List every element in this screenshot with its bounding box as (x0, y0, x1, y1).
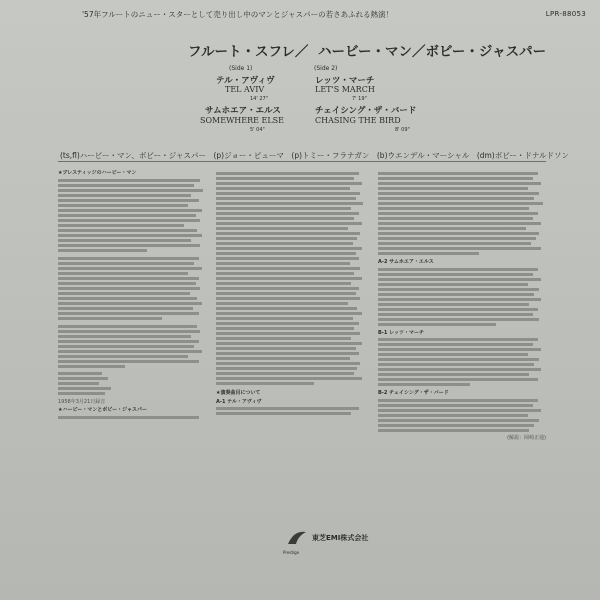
track-time: 7' 19" (352, 96, 367, 102)
track-en: CHASING THE BIRD (315, 116, 401, 125)
track-time: 5' 04" (250, 127, 265, 133)
track-heading: A-2 サムホエア・エルス (378, 259, 434, 265)
album-artists: ハービー・マン／ボビー・ジャスパー (318, 44, 547, 60)
tagline: '57年フルートのニュー・スターとして売り出し中のマンとジャスパーの若さあふれる熱演！ (82, 10, 394, 19)
author-signature: (解説：岡崎正通) (507, 434, 546, 441)
body-text-block (216, 172, 366, 385)
track-jp: テル・アヴィヴ (216, 76, 275, 86)
body-text-block (58, 179, 206, 395)
section-heading: ★プレスティッジのハービー・マン (58, 170, 137, 176)
track-heading: B-2 チェイシング・ザ・バード (378, 390, 449, 396)
side-2-label: (Side 2) (314, 65, 338, 72)
track-en: TEL AVIV (225, 85, 265, 94)
section-heading: ★演奏曲目について (216, 390, 261, 396)
body-text-block (378, 268, 546, 326)
recording-date: 1958年3月21日録音 (58, 398, 106, 405)
notes-column-2 (216, 170, 366, 510)
album-title: フルート・スフレ／ (188, 44, 309, 60)
track-time: 8' 09" (395, 127, 410, 133)
body-text-block (378, 338, 546, 386)
catalog-number: LPR-88053 (545, 10, 586, 18)
notes-column-1 (58, 170, 206, 510)
personnel-credits: (ts,fl)ハービー・マン、ボビー・ジャスパー (p)ジョー・ピューマ (p)トミー・フラナガン (b)ウエンデル・マーシャル (dm)ボビー・ドナルドソン (60, 151, 570, 160)
side-1-label: (Side 1) (229, 65, 253, 72)
label-name: Prestige (283, 550, 300, 555)
section-heading: ★ハービー・マンとボビー・ジャスパー (58, 407, 147, 413)
track-jp: チェイシング・ザ・バード (315, 106, 417, 116)
divider (58, 161, 546, 162)
prestige-logo-icon (286, 528, 308, 548)
track-time: 14' 27" (250, 96, 268, 102)
notes-column-3 (378, 170, 546, 520)
track-jp: レッツ・マーチ (315, 76, 375, 86)
body-text-block (378, 172, 546, 255)
company-name: 東芝EMI株式会社 (312, 534, 369, 542)
track-en: LET'S MARCH (315, 85, 375, 94)
body-text-block (378, 399, 546, 432)
track-jp: サムホエア・エルス (205, 106, 281, 116)
track-en: SOMEWHERE ELSE (200, 116, 284, 125)
track-heading: B-1 レッツ・マーチ (378, 329, 425, 336)
track-heading: A-1 テル・アヴィヴ (216, 398, 262, 405)
